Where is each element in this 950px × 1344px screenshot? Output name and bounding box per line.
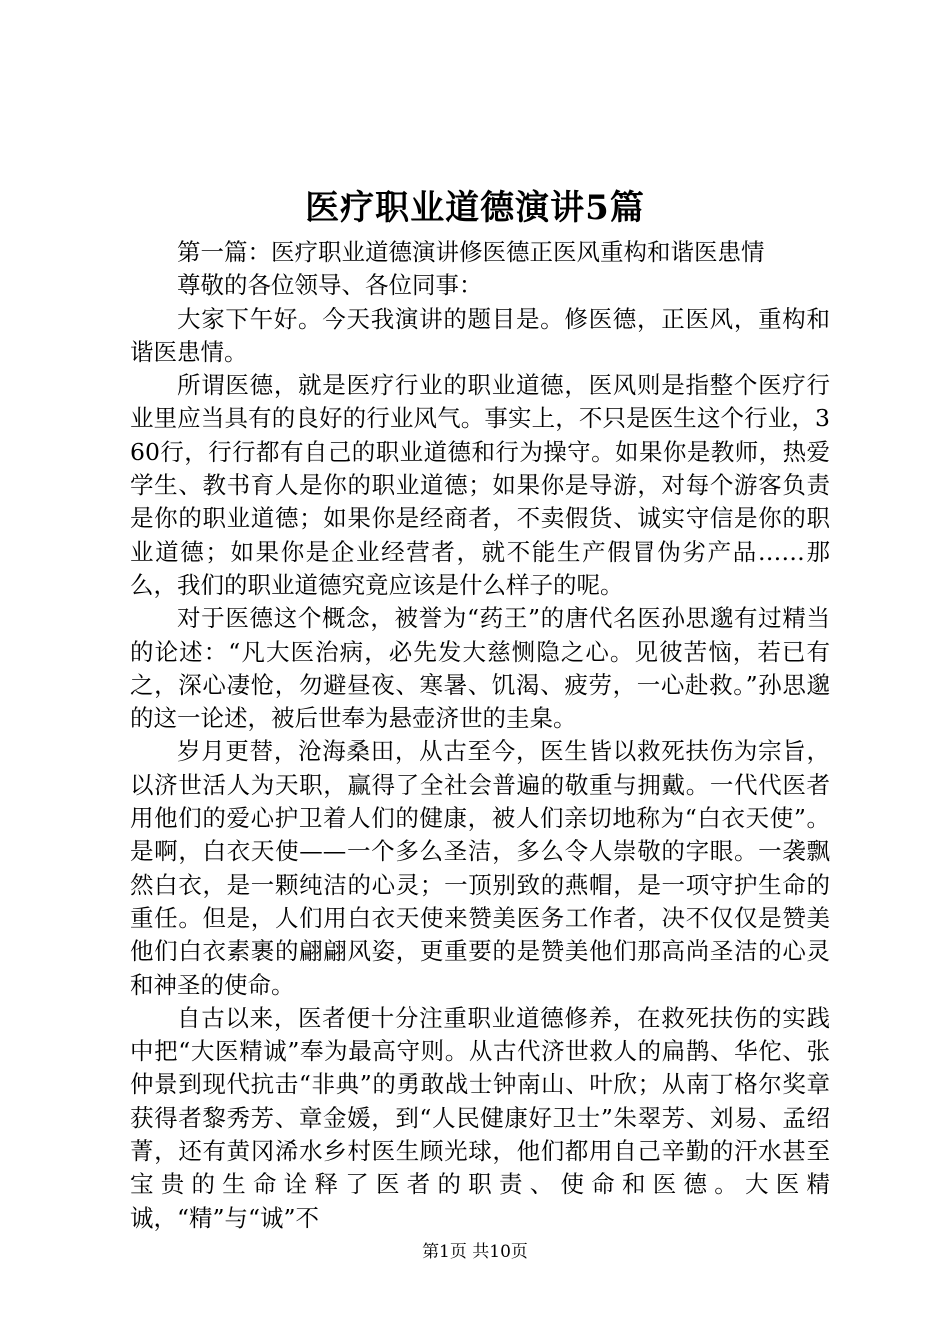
- paragraph: 自古以来，医者便十分注重职业道德修养，在救死扶伤的实践中把“大医精诚”奉为最高守则。从古代济世救人的扁鹊、华佗、张仲景到现代抗击“非典”的勇敢战士钟南山、叶欣；从南丁格尔奖章获得者黎秀芳、章金媛，到“人民健康好卫士”朱翠芳、刘易、孟绍菁，还有黄冈浠水乡村医生顾光球，他们都用自己辛勤的汗水甚至宝贵的生命诠释了医者的职责、使命和医德。大医精诚，“精”与“诚”不: [130, 1003, 830, 1232]
- paragraph: 对于医德这个概念，被誉为“药王”的唐代名医孙思邈有过精当的论述：“凡大医治病，必先发大慈恻隐之心。见彼苦恼，若已有之，深心凄怆，勿避昼夜、寒暑、饥渴、疲劳，一心赴救。”孙思邈的这一论述，被后世奉为悬壶济世的圭臬。: [130, 604, 830, 733]
- paragraph-salutation: 尊敬的各位领导、各位同事：: [177, 271, 483, 300]
- document-body: [130, 236, 830, 1235]
- paragraph: 岁月更替，沧海桑田，从古至今，医生皆以救死扶伤为宗旨，以济世活人为天职，赢得了全社会普遍的敬重与拥戴。一代代医者用他们的爱心护卫着人们的健康，被人们亲切地称为“白衣天使”。是啊，白衣天使——一个多么圣洁，多么令人崇敬的字眼。一袭飘然白衣，是一颗纯洁的心灵；一顶别致的燕帽，是一项守护生命的重任。但是，人们用白衣天使来赞美医务工作者，决不仅仅是赞美他们白衣素裹的翩翩风姿，更重要的是赞美他们那高尚圣洁的心灵和神圣的使命。: [130, 737, 830, 999]
- document-title: 医疗职业道德演讲5篇: [305, 188, 645, 228]
- paragraph-heading: 第一篇：医疗职业道德演讲修医德正医风重构和谐医患情: [177, 238, 765, 266]
- paragraph: 大家下午好。今天我演讲的题目是。修医德，正医风，重构和谐医患情。: [130, 304, 830, 366]
- page-footer: 第1页 共10页: [422, 1242, 528, 1262]
- paragraph: 所谓医德，就是医疗行业的职业道德，医风则是指整个医疗行业里应当具有的良好的行业风气。事实上，不只是医生这个行业，360行，行行都有自己的职业道德和行为操守。如果你是教师，热爱学生、教书育人是你的职业道德；如果你是导游，对每个游客负责是你的职业道德；如果你是经商者，不卖假货、诚实守信是你的职业道德；如果你是企业经营者，就不能生产假冒伪劣产品……那么，我们的职业道德究竟应该是什么样子的呢。: [130, 371, 830, 599]
